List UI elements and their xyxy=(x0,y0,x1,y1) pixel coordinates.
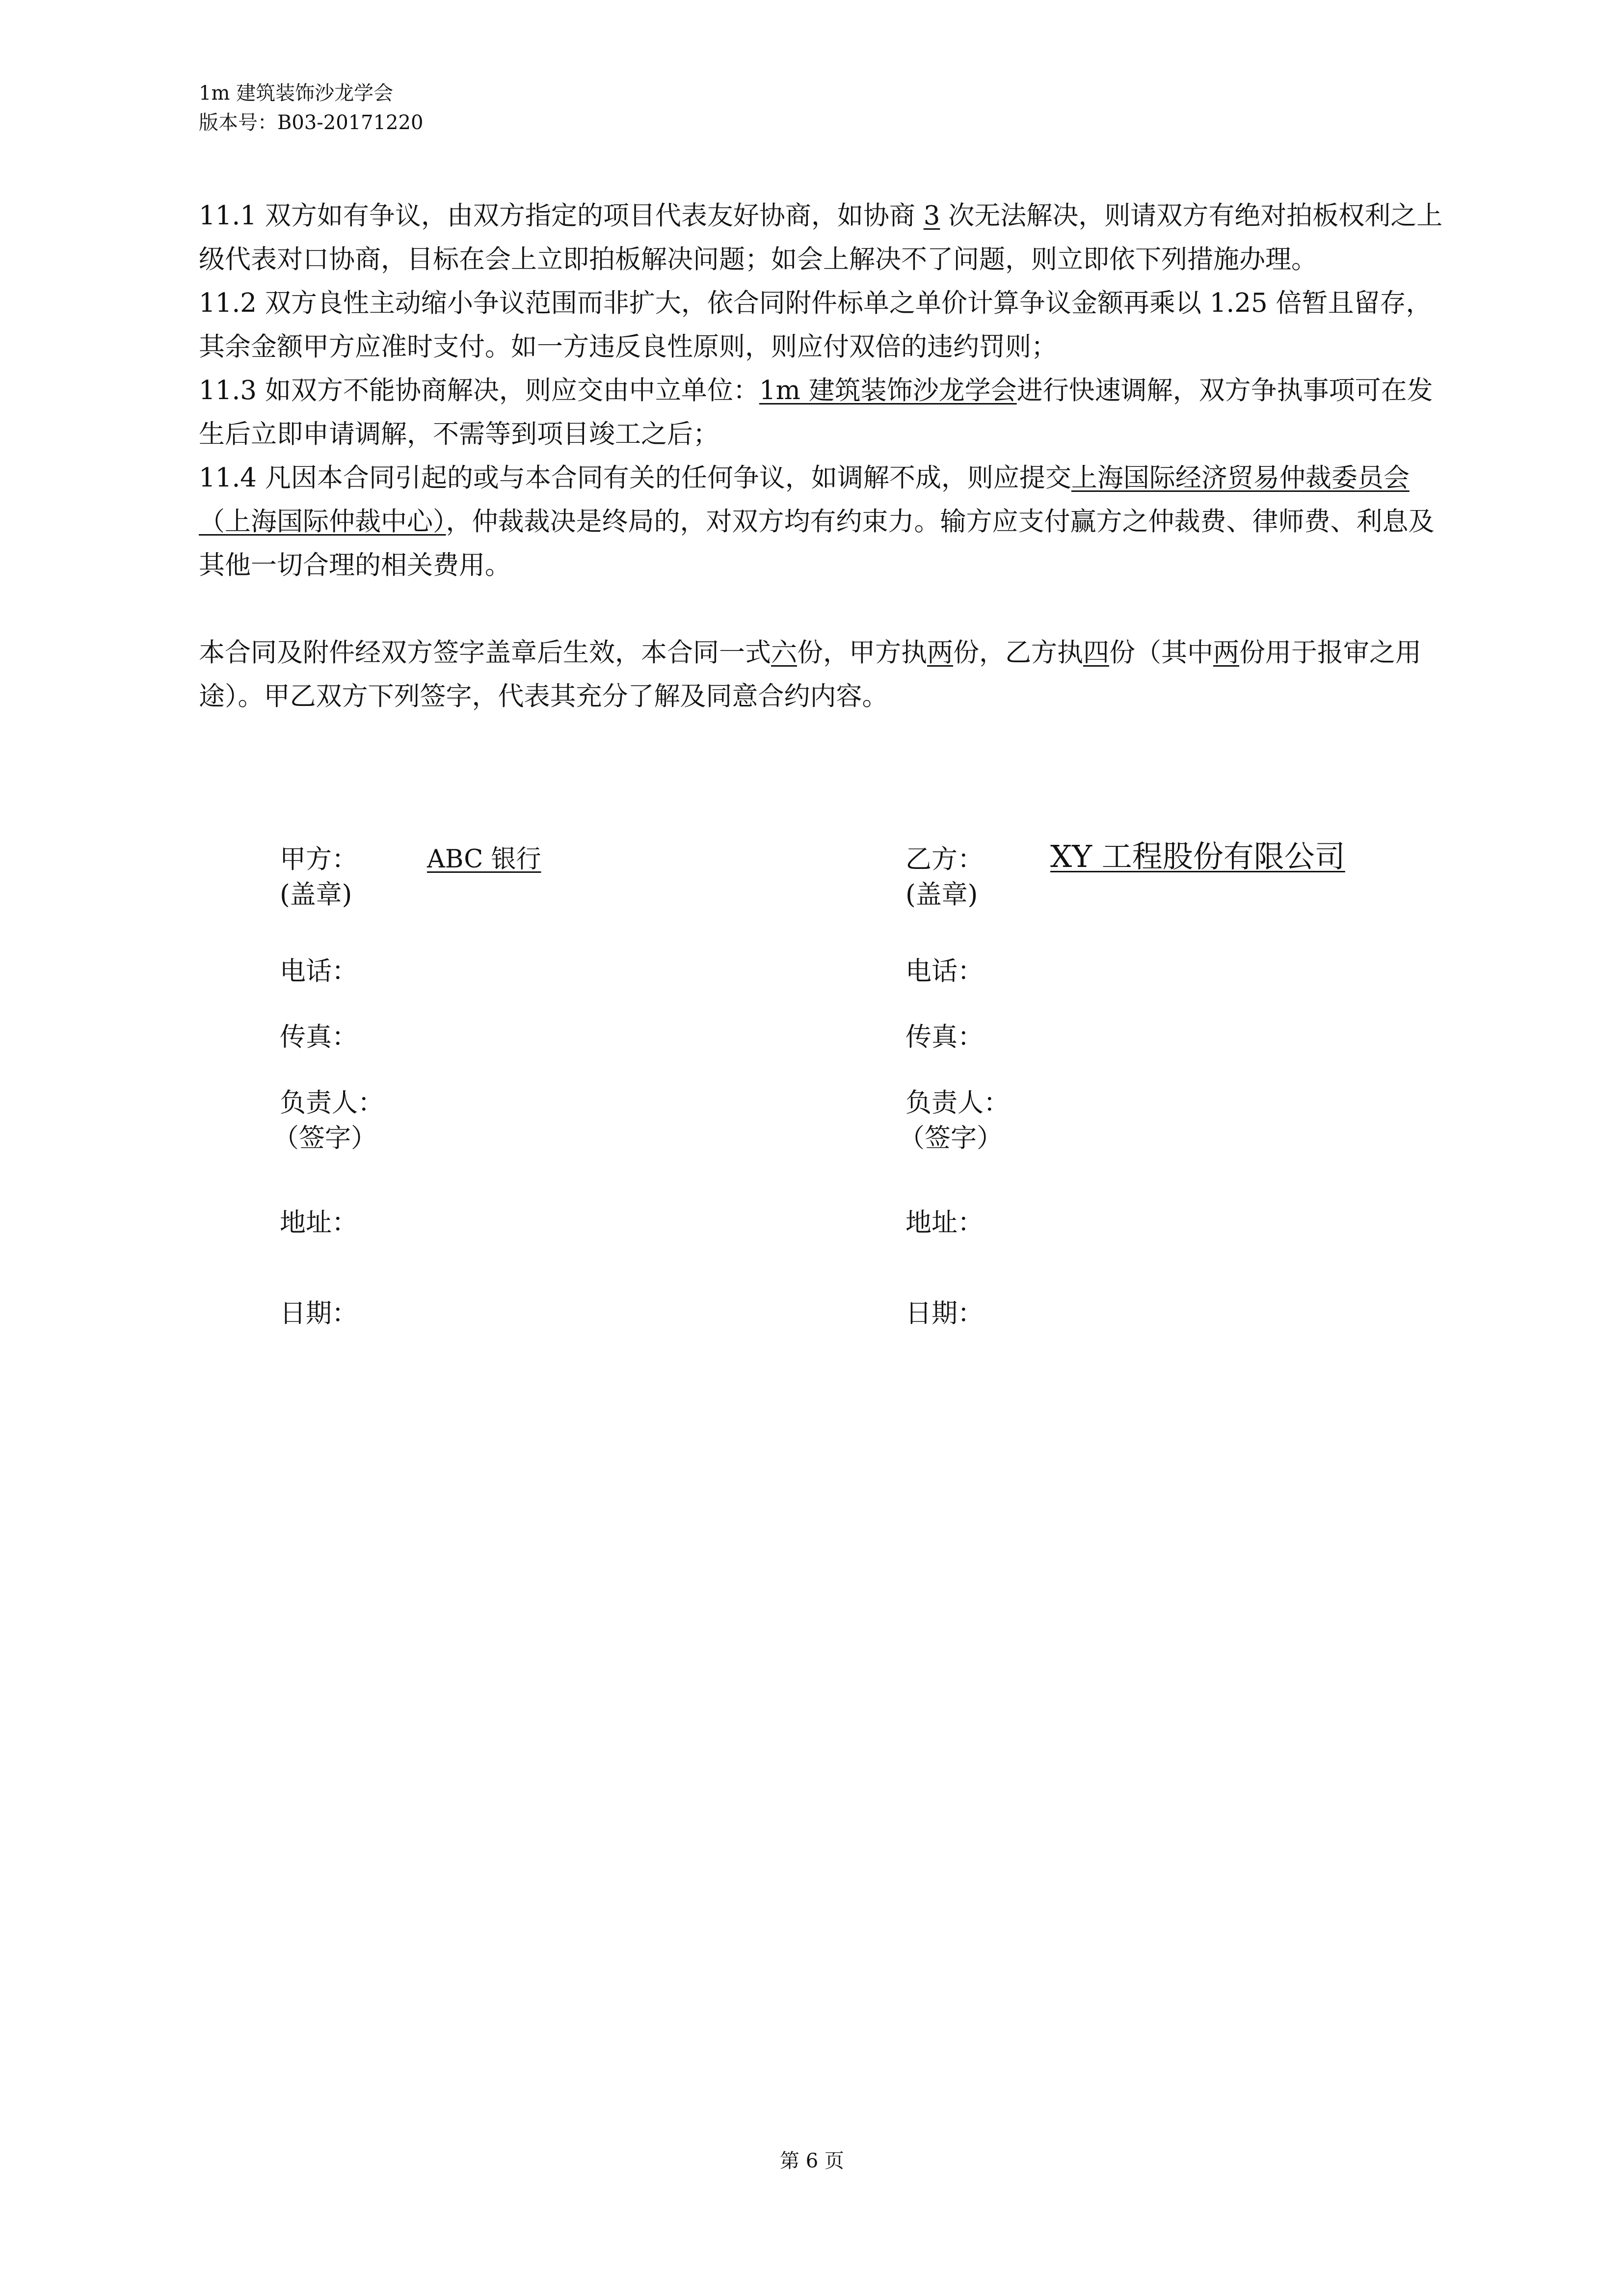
party-b-address: 地址： xyxy=(905,1208,984,1238)
party-b-responsible: 负责人： xyxy=(905,1088,1010,1118)
party-a-address: 地址： xyxy=(280,1208,358,1238)
clause-text: 次无法解决，则请双方有绝对拍板权利之上级代表对口协商，目标在会上立即拍板解决问题；如会上解决不了问题，则立即依下列措施办理。 xyxy=(199,201,1443,274)
party-a-phone: 电话： xyxy=(280,956,358,986)
party-b-label: 乙方： xyxy=(905,844,984,874)
effect-paragraph xyxy=(199,631,1445,718)
clause-text: 进行快速调解，双方争执事项可在发生后立即申请调解，不需等到项目竣工之后； xyxy=(199,376,1433,449)
page-number: 第 6 页 xyxy=(780,2150,844,2172)
clause-text: ，仲裁裁决是终局的，对双方均有约束力。输方应支付赢方之仲裁费、律师费、利息及其他一切合理的相关费用。 xyxy=(199,507,1435,580)
copies-total: 六 xyxy=(771,638,797,668)
party-b-date: 日期： xyxy=(905,1298,984,1328)
party-a-name: ABC 银行 xyxy=(427,845,541,874)
effect-text: 份（其中 xyxy=(1109,638,1213,668)
party-a-fax: 传真： xyxy=(280,1022,358,1052)
copies-party-a: 两 xyxy=(927,638,953,668)
copies-party-b: 四 xyxy=(1083,638,1109,668)
party-b-fax: 传真： xyxy=(905,1022,984,1052)
clause-11-4 xyxy=(199,456,1445,587)
clause-text: 11.3 如双方不能协商解决，则应交由中立单位： xyxy=(199,376,759,405)
header-version: 版本号：B03-20171220 xyxy=(199,111,424,134)
party-a-label: 甲方： xyxy=(280,844,358,874)
clause-11-2: 11.2 双方良性主动缩小争议范围而非扩大，依合同附件标单之单价计算争议金额再乘以 1.25 倍暂且留存，其余金额甲方应准时支付。如一方违反良性原则，则应付双倍的违约罚则； xyxy=(199,288,1432,362)
party-b-phone: 电话： xyxy=(905,956,984,986)
party-a-sign: （签字） xyxy=(273,1123,377,1153)
clause-11-1 xyxy=(199,194,1445,281)
party-a-seal: (盖章) xyxy=(280,880,352,910)
document-header xyxy=(199,79,423,137)
party-b-sign: （签字） xyxy=(899,1123,1003,1153)
party-b-seal: (盖章) xyxy=(905,880,978,910)
effect-text: 份，甲方执 xyxy=(797,638,927,668)
party-a-responsible: 负责人： xyxy=(280,1088,384,1118)
party-a-date: 日期： xyxy=(280,1298,358,1328)
effect-text: 份用于报审之用途）。甲乙双方下列签字，代表其充分了解及同意合约内容。 xyxy=(199,638,1421,711)
arbitration-org: 上海国际经济贸易仲裁委员会（上海国际仲裁中心） xyxy=(199,463,1410,537)
mediator-org: 1m 建筑装饰沙龙学会 xyxy=(759,376,1017,405)
clause-text: 11.4 凡因本合同引起的或与本合同有关的任何争议，如调解不成，则应提交 xyxy=(199,463,1071,493)
effect-text: 份，乙方执 xyxy=(953,638,1083,668)
clause-text: 11.1 双方如有争议，由双方指定的项目代表友好协商，如协商 xyxy=(199,201,924,231)
party-b-name: XY 工程股份有限公司 xyxy=(1050,838,1345,874)
copies-approval: 两 xyxy=(1213,638,1239,668)
contract-body xyxy=(199,194,1445,718)
clause-11-3 xyxy=(199,369,1445,456)
effect-text: 本合同及附件经双方签字盖章后生效，本合同一式 xyxy=(199,638,771,668)
header-org: 1m 建筑装饰沙龙学会 xyxy=(199,82,394,105)
negotiation-count: 3 xyxy=(923,201,940,231)
